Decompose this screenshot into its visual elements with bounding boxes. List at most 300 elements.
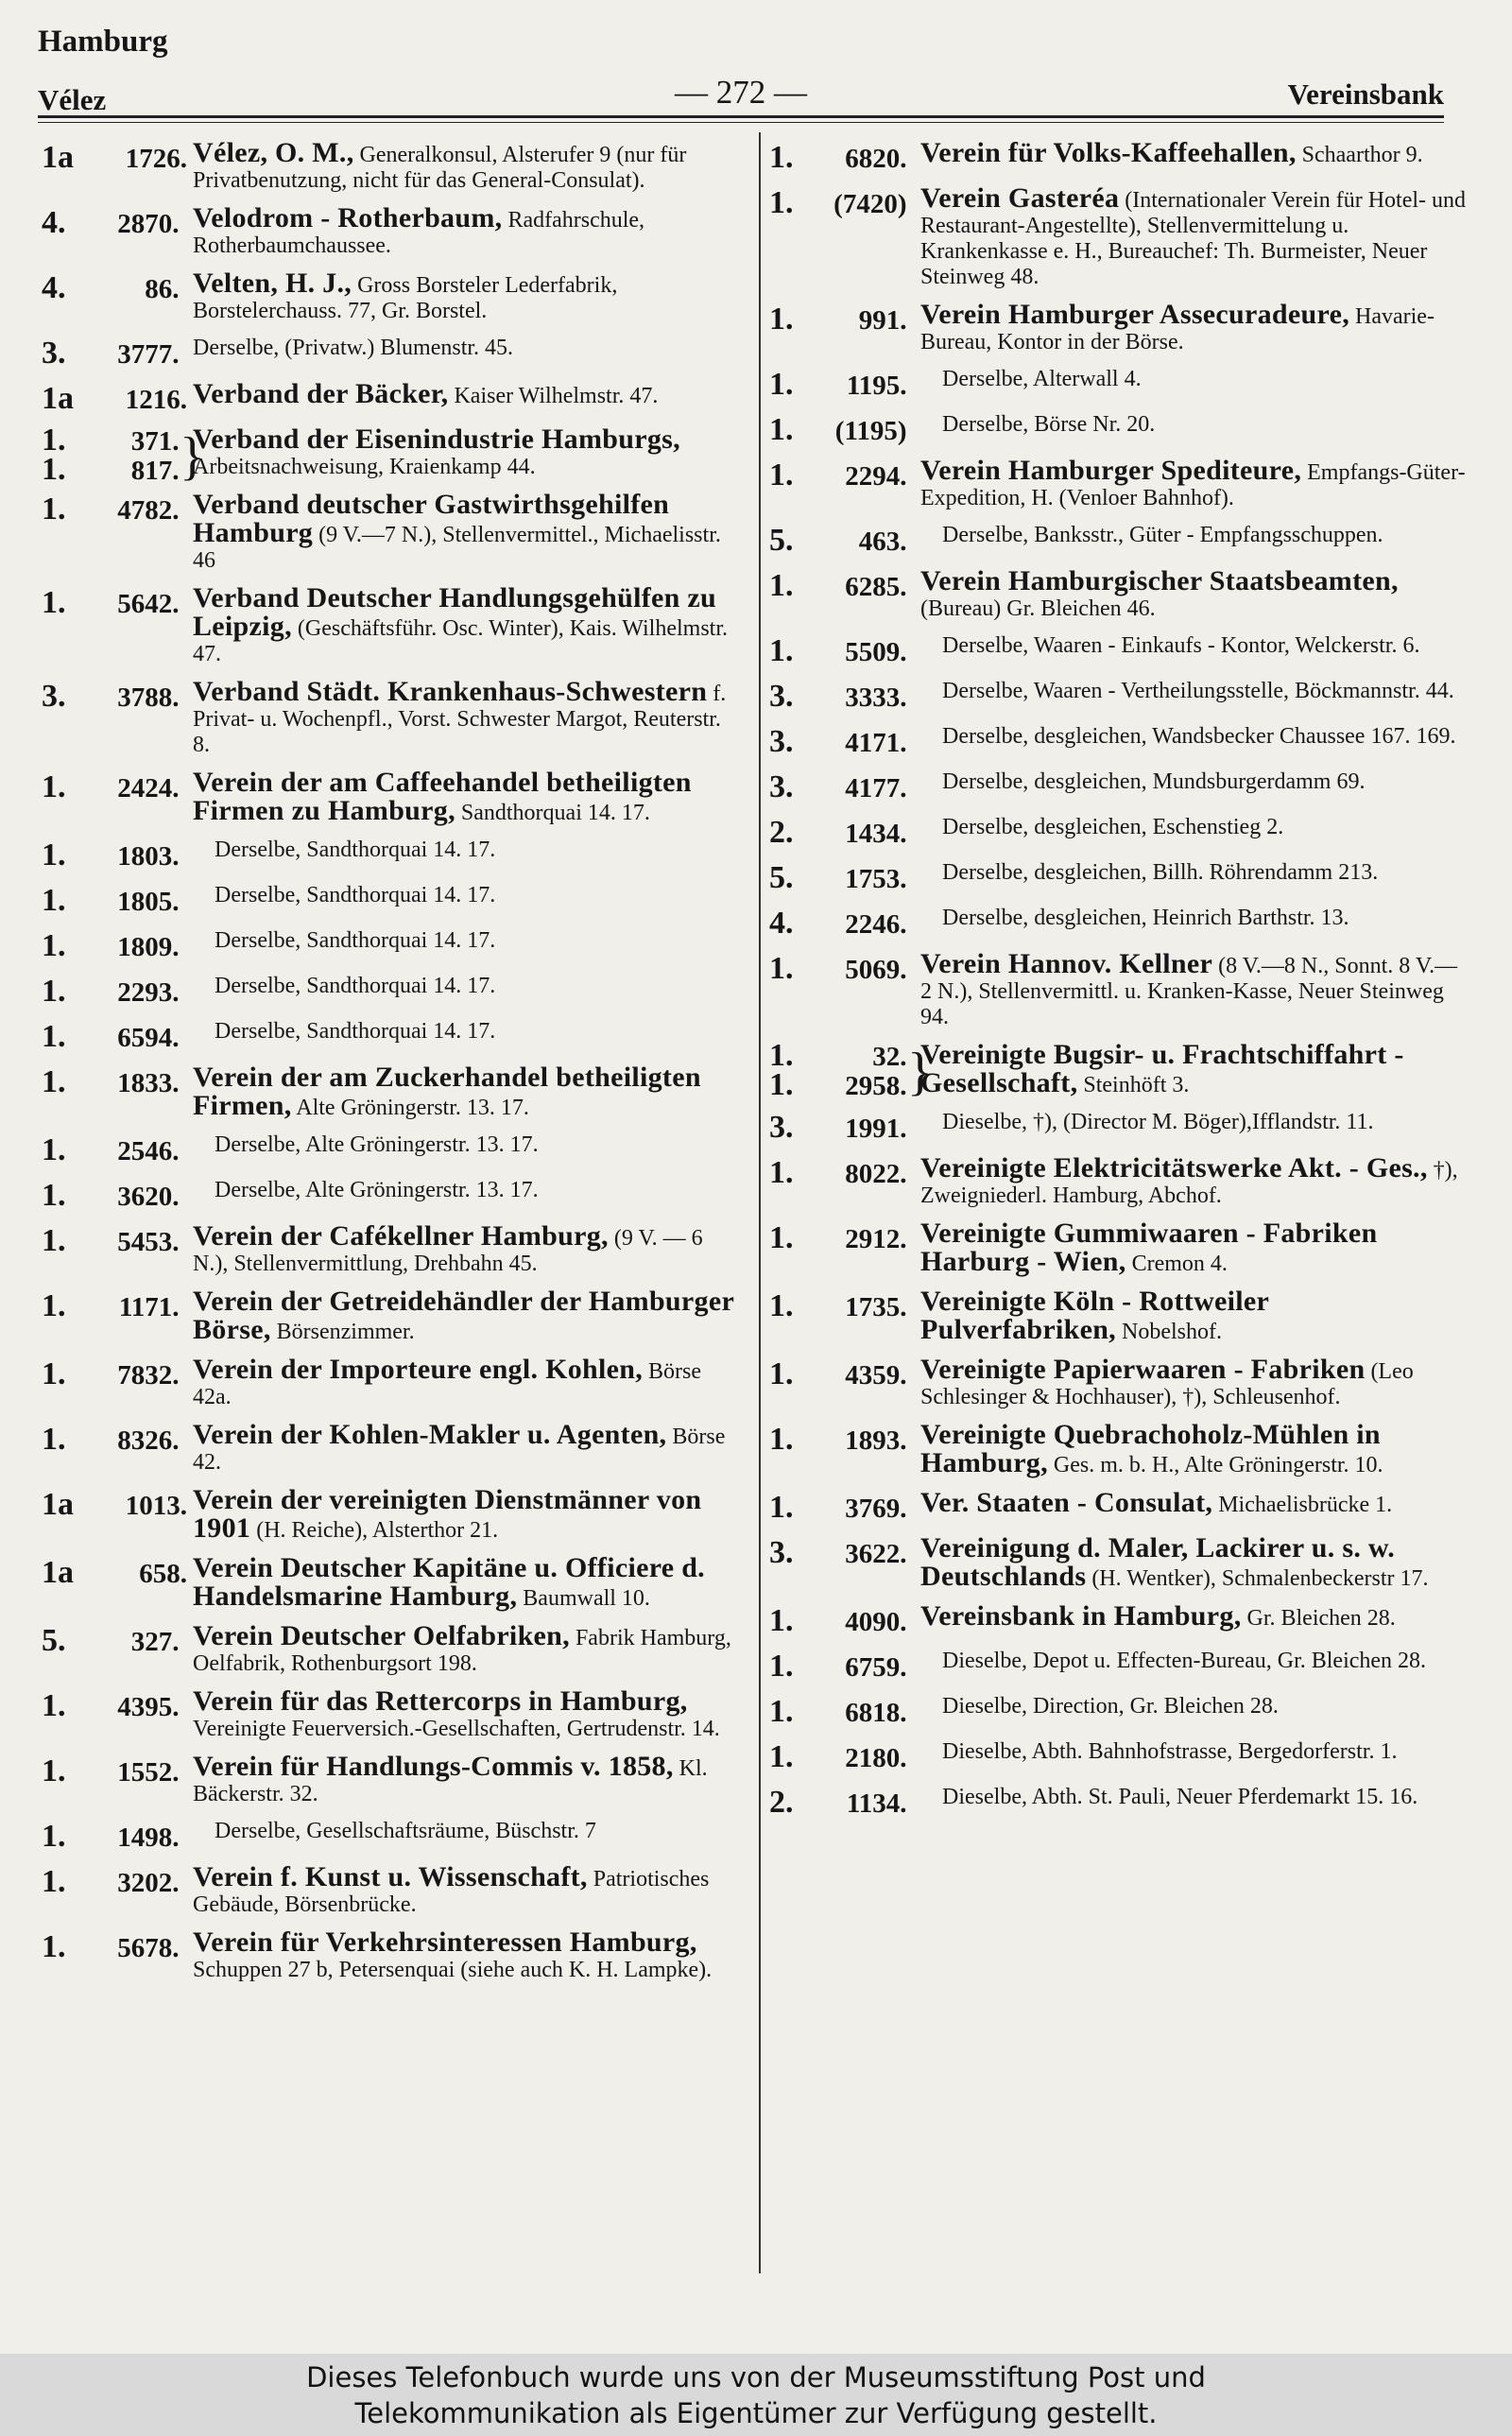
page-number: — 272 — (675, 74, 807, 111)
directory-entry (42, 1220, 739, 1277)
phone-number (769, 1649, 917, 1684)
exchange-code: 2. (769, 1785, 794, 1820)
exchange-code: 1. (42, 928, 66, 963)
phone-number (42, 1864, 189, 1900)
line-number: 1803. (117, 841, 180, 872)
subscriber-details: Derselbe, desgleichen, Eschenstieg 2. (942, 815, 1284, 839)
entry-text (207, 928, 739, 954)
directory-entry (769, 948, 1469, 1030)
subscriber-name: Verein der Getreidehändler der Hamburger Börse, (193, 1286, 734, 1345)
exchange-code: 1. (42, 1929, 66, 1964)
entry-text (935, 1785, 1469, 1810)
exchange-code: 1a (42, 140, 74, 175)
directory-entry (769, 565, 1469, 622)
phone-number (42, 381, 189, 417)
entry-text (935, 906, 1469, 931)
notice-line-1: Dieses Telefonbuch wurde uns von der Museumsstiftung Post und (306, 2361, 1206, 2393)
directory-entry (42, 1132, 739, 1166)
directory-entry (769, 633, 1469, 667)
phone-number (769, 302, 917, 337)
exchange-code: 1. (769, 1356, 794, 1391)
subscriber-details: Vereinigte Feuerversich.-Gesellschaften, Gertrudenstr. 14. (193, 1717, 720, 1741)
phone-number (42, 336, 189, 371)
exchange-code: 1. (42, 883, 66, 918)
exchange-code: 3. (769, 769, 794, 804)
phone-number (42, 769, 189, 805)
subscriber-details: (8 V.—8 N., Sonnt. 8 V.— 2 N.), Stellenvermittl. u. Kranken-Kasse, Neuer Steinweg 94. (920, 954, 1458, 1029)
directory-entry (769, 1356, 1469, 1410)
entry-text (185, 1356, 739, 1410)
directory-entry (42, 423, 739, 487)
subscriber-details: Börse 42. (193, 1425, 726, 1475)
directory-entry (42, 1861, 739, 1918)
entry-text (913, 299, 1469, 355)
directory-entry (769, 137, 1469, 175)
exchange-code: 1. (42, 1688, 66, 1723)
column-divider (759, 132, 761, 2273)
brace-glyph: } (907, 1043, 933, 1101)
exchange-code: 1. (42, 1288, 66, 1323)
exchange-code: 1. (769, 1490, 794, 1525)
entry-text (913, 1356, 1469, 1410)
directory-entry (42, 1356, 739, 1410)
exchange-code: 1. (42, 452, 66, 487)
subscriber-details: (Internationaler Verein für Hotel- und Restaurant-Angestellte), Stellenvermittelung u. Krankenkasse e. H., Bureauchef: Th. Burmeister, Neuer Steinweg 48. (920, 188, 1467, 289)
phone-number (769, 724, 917, 760)
directory-entry (42, 1819, 739, 1853)
line-number: 5453. (117, 1227, 180, 1257)
subscriber-name: Vereinigte Gummiwaaren - Fabriken Harburg - Wien, (920, 1218, 1378, 1277)
exchange-code: 3. (769, 1110, 794, 1145)
entry-text (185, 1926, 739, 1983)
exchange-code: 3. (42, 679, 66, 714)
exchange-code: 1. (769, 1739, 794, 1774)
entry-text (185, 1220, 739, 1277)
directory-entry (42, 883, 739, 917)
notice-line-2: Telekommunikation als Eigentümer zur Verfügung gestellt. (354, 2397, 1158, 2429)
directory-entry (769, 815, 1469, 849)
exchange-code: 1a (42, 1555, 74, 1590)
directory-entry (42, 1620, 739, 1677)
exchange-code: 1. (769, 302, 794, 337)
subscriber-details: Alte Gröningerstr. 13. 17. (291, 1096, 529, 1120)
phone-number (42, 1422, 189, 1458)
line-number: 3620. (117, 1182, 180, 1212)
subscriber-details: Derselbe, Börse Nr. 20. (942, 412, 1156, 437)
exchange-code: 1. (42, 1223, 66, 1258)
phone-number (42, 492, 189, 527)
entry-text (913, 182, 1469, 290)
subscriber-name: Verein Hamburger Assecuradeure, (920, 299, 1349, 330)
exchange-code: 4. (42, 270, 66, 305)
subscriber-details: Derselbe, Waaren - Einkaufs - Kontor, Welckerstr. 6. (942, 633, 1420, 658)
subscriber-name: Verein für Verkehrsinteressen Hamburg, (193, 1926, 697, 1958)
phone-number (769, 1785, 917, 1821)
line-number: 2293. (117, 977, 180, 1008)
exchange-code: 1. (769, 633, 794, 668)
subscriber-details: Derselbe, desgleichen, Mundsburgerdamm 69. (942, 769, 1366, 794)
line-number: (7420) (833, 189, 907, 219)
phone-number (42, 1555, 189, 1591)
entry-text (913, 1288, 1469, 1345)
subscriber-details: Derselbe, desgleichen, Wandsbecker Chaussee 167. 169. (942, 724, 1456, 749)
directory-entry (42, 202, 739, 259)
exchange-code: 1. (769, 412, 794, 447)
subscriber-details: Derselbe, Sandthorquai 14. 17. (215, 883, 496, 907)
line-number: 8326. (117, 1425, 180, 1456)
subscriber-details: Derselbe, desgleichen, Billh. Röhrendamm 213. (942, 860, 1379, 885)
exchange-code: 5. (769, 860, 794, 895)
phone-number (769, 1422, 917, 1458)
directory-entry (769, 1038, 1469, 1102)
entry-text (185, 1288, 739, 1345)
directory-entry (769, 906, 1469, 940)
directory-entry (42, 336, 739, 370)
subscriber-details: Dieselbe, Direction, Gr. Bleichen 28. (942, 1694, 1279, 1719)
directory-entry (42, 838, 739, 872)
phone-number (769, 1490, 917, 1526)
line-number: 5069. (845, 955, 907, 985)
directory-entry (769, 724, 1469, 758)
entry-text (935, 860, 1469, 886)
exchange-code: 1. (42, 974, 66, 1009)
entry-text (185, 1620, 739, 1677)
entry-text (185, 1064, 739, 1121)
entry-text (207, 838, 739, 863)
line-number: 32. (872, 1042, 907, 1072)
directory-entry (42, 1019, 739, 1053)
directory-entry (769, 367, 1469, 401)
subscriber-name: Verband deutscher Gastwirthsgehilfen Hamburg (193, 489, 670, 548)
line-number: 658. (139, 1559, 187, 1589)
exchange-code: 1. (769, 1038, 794, 1073)
exchange-code: 1. (769, 1155, 794, 1190)
line-number: 2424. (117, 773, 180, 803)
entry-text (913, 1487, 1469, 1518)
line-number: 1134. (846, 1788, 907, 1819)
phone-number (769, 1694, 917, 1730)
phone-number (769, 1535, 917, 1571)
subscriber-details: Börsenzimmer. (270, 1320, 415, 1344)
entry-text (935, 724, 1469, 750)
line-number: 4177. (845, 773, 907, 803)
directory-entry (769, 1532, 1469, 1592)
line-number: 1434. (845, 819, 907, 849)
phone-number (769, 1038, 933, 1102)
exchange-code: 1. (769, 568, 794, 603)
phone-number (769, 815, 917, 851)
directory-entry (42, 928, 739, 962)
entry-text (935, 367, 1469, 392)
line-number: 3777. (117, 339, 180, 370)
subscriber-name: Vereinigte Papierwaaren - Fabriken (920, 1354, 1366, 1385)
line-number: 3788. (117, 682, 180, 713)
subscriber-details: Derselbe, Sandthorquai 14. 17. (215, 928, 496, 953)
subscriber-name: Vereinigte Köln - Rottweiler Pulverfabriken, (920, 1286, 1269, 1345)
phone-number (769, 458, 917, 493)
line-number: 1805. (117, 887, 180, 917)
running-header (38, 72, 1444, 116)
exchange-code: 1. (769, 367, 794, 402)
phone-number (769, 633, 917, 669)
line-number: 5678. (117, 1933, 180, 1963)
line-number: 1498. (117, 1823, 180, 1853)
subscriber-name: Ver. Staaten - Consulat, (920, 1487, 1213, 1518)
line-number: 2180. (845, 1743, 907, 1773)
directory-entry (42, 378, 739, 416)
phone-number (769, 1739, 917, 1775)
phone-number (42, 1754, 189, 1789)
entry-text (185, 137, 739, 194)
phone-number (42, 140, 189, 176)
line-number: 2870. (117, 209, 180, 239)
directory-entry (42, 1552, 739, 1612)
subscriber-details: (H. Wentker), Schmalenbeckerstr 17. (1086, 1566, 1429, 1591)
subscriber-details: †), Zweigniederl. Hamburg, Abchof. (920, 1158, 1458, 1208)
entry-text (185, 1751, 739, 1807)
line-number: 2546. (117, 1136, 180, 1166)
exchange-code: 1. (42, 423, 66, 458)
line-number: 5509. (845, 637, 907, 667)
line-number: 6285. (845, 572, 907, 602)
subscriber-details: Radfahrschule, Rotherbaumchaussee. (193, 208, 645, 258)
entry-text (207, 1819, 739, 1844)
subscriber-name: Verein für Handlungs-Commis v. 1858, (193, 1751, 674, 1782)
subscriber-name: Vereinigte Quebrachoholz-Mühlen in Hamburg, (920, 1419, 1381, 1478)
phone-number (769, 860, 917, 896)
entry-text (935, 633, 1469, 659)
entry-text (913, 455, 1469, 511)
subscriber-name: Verband Städt. Krankenhaus-Schwestern (193, 676, 708, 707)
line-number: 4395. (117, 1692, 180, 1722)
subscriber-name: Verein der am Zuckerhandel betheiligten Firmen, (193, 1062, 701, 1121)
subscriber-name: Verein der Importeure engl. Kohlen, (193, 1354, 644, 1385)
subscriber-details: Derselbe, desgleichen, Heinrich Barthstr. 13. (942, 906, 1349, 930)
exchange-code: 1. (769, 1288, 794, 1323)
phone-number (42, 1688, 189, 1724)
subscriber-details: Derselbe, Sandthorquai 14. 17. (215, 838, 496, 862)
directory-entry (769, 1649, 1469, 1683)
right-column (769, 137, 1469, 1830)
exchange-code: 1. (769, 951, 794, 986)
exchange-code: 1. (42, 1019, 66, 1054)
line-number: 6818. (845, 1698, 907, 1728)
directory-entry (769, 679, 1469, 713)
entry-text (185, 1685, 739, 1742)
directory-entry (769, 455, 1469, 511)
subscriber-details: Derselbe, Banksstr., Güter - Empfangsschuppen. (942, 523, 1383, 547)
phone-number (42, 1356, 189, 1392)
directory-entry (769, 182, 1469, 290)
directory-entry (42, 582, 739, 667)
subscriber-details: Derselbe, Alte Gröningerstr. 13. 17. (215, 1178, 539, 1202)
phone-number (769, 1288, 917, 1324)
entry-text (207, 1178, 739, 1203)
line-number: 2958. (845, 1071, 907, 1101)
line-number: 991. (858, 305, 907, 336)
subscriber-details: Gr. Bleichen 28. (1241, 1606, 1396, 1631)
phone-number (42, 838, 189, 873)
subscriber-details: (Leo Schlesinger & Hochhauser), †), Schleusenhof. (920, 1359, 1414, 1409)
header-place: Hamburg (38, 25, 168, 59)
line-number: 1833. (117, 1068, 180, 1098)
entry-text (935, 1110, 1469, 1135)
exchange-code: 1. (42, 1422, 66, 1457)
line-number: 1013. (125, 1491, 187, 1521)
phone-number (42, 928, 189, 964)
phone-number (769, 568, 917, 604)
line-number: 1735. (845, 1292, 907, 1322)
entry-text (207, 1132, 739, 1158)
exchange-code: 1. (769, 1649, 794, 1684)
exchange-code: 1. (42, 585, 66, 620)
line-number: 1809. (117, 932, 180, 962)
directory-entry (769, 1152, 1469, 1209)
subscriber-details: f. Privat- u. Wochenpfl., Vorst. Schwester Margot, Reuterstr. 8. (193, 682, 727, 757)
subscriber-details: Generalkonsul, Alsterufer 9 (nur für Privatbenutzung, nicht für das General-Consulat). (193, 143, 687, 193)
phone-number (42, 270, 189, 306)
directory-entry (769, 412, 1469, 446)
line-number: 1726. (125, 144, 187, 174)
line-number: 4171. (845, 728, 907, 758)
line-number: 3622. (845, 1539, 907, 1569)
line-number: 3333. (845, 682, 907, 713)
line-number: 1171. (118, 1292, 180, 1322)
directory-entry (769, 299, 1469, 355)
line-number: 3769. (845, 1494, 907, 1524)
entry-text (185, 336, 739, 361)
subscriber-details: (9 V.—7 N.), Stellenvermittel., Michaelisstr. 46 (193, 523, 721, 573)
entry-text (935, 769, 1469, 795)
directory-entry (769, 769, 1469, 803)
subscriber-details: Baumwall 10. (517, 1586, 650, 1611)
directory-entry (42, 676, 739, 758)
entry-text (935, 1694, 1469, 1719)
exchange-code: 1. (42, 1178, 66, 1213)
directory-entry (42, 769, 739, 826)
phone-number (769, 679, 917, 715)
phone-number (42, 1132, 189, 1168)
subscriber-name: Verein Deutscher Kapitäne u. Officiere d. Handelsmarine Hamburg, (193, 1552, 705, 1612)
subscriber-details: (Geschäftsführ. Osc. Winter), Kais. Wilhelmstr. 47. (193, 616, 728, 666)
phone-number (42, 1178, 189, 1214)
subscriber-name: Verein der Cafékellner Hamburg, (193, 1220, 609, 1252)
subscriber-name: Velten, H. J., (193, 268, 352, 299)
line-number: 1216. (125, 385, 187, 415)
subscriber-details: Arbeitsnachweisung, Kraienkamp 44. (193, 455, 536, 479)
header-rule (38, 115, 1444, 118)
exchange-code: 1. (769, 185, 794, 220)
phone-number (769, 140, 917, 176)
exchange-code: 1. (42, 838, 66, 872)
entry-text (207, 974, 739, 999)
exchange-code: 1. (769, 1067, 794, 1102)
line-number: 1552. (117, 1757, 180, 1788)
subscriber-details: Derselbe, Sandthorquai 14. 17. (215, 1019, 496, 1044)
subscriber-details: (H. Reiche), Alsterthor 21. (250, 1518, 499, 1543)
exchange-code: 1a (42, 381, 74, 416)
subscriber-details: Schuppen 27 b, Petersenquai (siehe auch K. H. Lampke). (193, 1958, 713, 1982)
line-number: 1195. (846, 371, 907, 401)
subscriber-details: Schaarthor 9. (1296, 143, 1423, 167)
phone-number (42, 423, 205, 487)
entry-text (185, 489, 739, 574)
subscriber-details: Dieselbe, Abth. St. Pauli, Neuer Pferdemarkt 15. 16. (942, 1785, 1418, 1809)
exchange-code: 1. (42, 769, 66, 804)
line-number: 4090. (845, 1607, 907, 1637)
subscriber-details: Kaiser Wilhelmstr. 47. (448, 384, 659, 408)
subscriber-name: Verein Hannov. Kellner (920, 948, 1213, 979)
entry-text (185, 1552, 739, 1612)
directory-entry (42, 1178, 739, 1212)
directory-entry (42, 1288, 739, 1345)
directory-entry (42, 1685, 739, 1742)
line-number: 6759. (845, 1652, 907, 1683)
phone-number (769, 1603, 917, 1639)
line-number: 6594. (117, 1023, 180, 1053)
exchange-code: 1. (769, 1422, 794, 1457)
subscriber-details: Nobelshof. (1116, 1320, 1222, 1344)
exchange-code: 1. (769, 140, 794, 175)
exchange-code: 1. (42, 1356, 66, 1391)
exchange-code: 3. (769, 1535, 794, 1570)
phone-number (769, 951, 917, 987)
entry-text (207, 883, 739, 908)
entry-text (185, 1861, 739, 1918)
line-number: 8022. (845, 1159, 907, 1189)
line-number: 1753. (845, 864, 907, 894)
exchange-code: 1. (42, 492, 66, 527)
phone-number (42, 1019, 189, 1055)
subscriber-details: Cremon 4. (1125, 1252, 1228, 1276)
directory-entry (769, 1487, 1469, 1525)
subscriber-name: Verein Hamburger Spediteure, (920, 455, 1302, 486)
subscriber-name: Verein für das Rettercorps in Hamburg, (193, 1685, 688, 1717)
phone-number (769, 367, 917, 403)
phone-number (769, 1155, 917, 1191)
phone-number (769, 523, 917, 559)
entry-text (185, 769, 739, 826)
header-rule-thin (38, 122, 1444, 123)
subscriber-details: Patriotisches Gebäude, Börsenbrücke. (193, 1867, 710, 1917)
exchange-code: 1. (42, 1864, 66, 1899)
subscriber-details: Kl. Bäckerstr. 32. (193, 1756, 708, 1806)
line-number: 371. (130, 426, 180, 457)
subscriber-name: Verein der Kohlen-Makler u. Agenten, (193, 1419, 667, 1450)
subscriber-name: Verein Gasteréa (920, 182, 1120, 214)
subscriber-details: Dieselbe, †), (Director M. Böger),Ifflandstr. 11. (942, 1110, 1374, 1134)
line-number: 3202. (117, 1868, 180, 1898)
phone-number (42, 205, 189, 241)
subscriber-details: Derselbe, Alterwall 4. (942, 367, 1142, 391)
entry-text (913, 948, 1469, 1030)
phone-number (42, 1819, 189, 1855)
exchange-code: 1. (42, 1819, 66, 1854)
line-number: 4782. (117, 495, 180, 526)
entry-text (913, 1152, 1469, 1209)
entry-text (185, 1484, 739, 1544)
directory-entry (769, 1694, 1469, 1728)
ownership-notice (0, 2354, 1512, 2436)
entry-text (207, 1019, 739, 1045)
directory-entry (42, 1484, 739, 1544)
phone-number (42, 1064, 189, 1100)
directory-entry (769, 523, 1469, 557)
directory-entry (42, 137, 739, 194)
entry-text (913, 1039, 1469, 1098)
phone-number (769, 1220, 917, 1256)
directory-entry (42, 1926, 739, 1983)
